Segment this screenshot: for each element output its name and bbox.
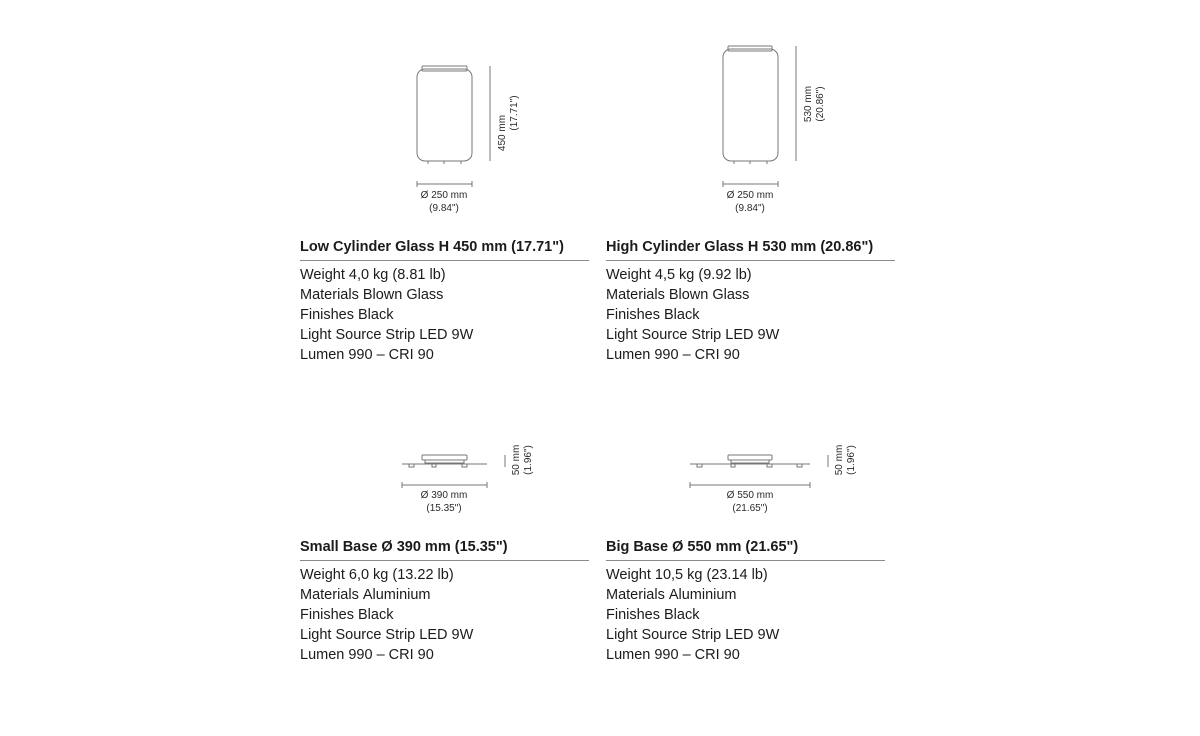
spec-label: Weight: [300, 567, 345, 583]
spec-list: [300, 561, 589, 665]
spec-list: [606, 561, 885, 665]
spec-value: 6,0 kg (13.22 lb): [348, 567, 454, 583]
spec-light-source: [606, 325, 895, 345]
spec-materials: [606, 285, 895, 305]
spec-lumen: [300, 345, 589, 365]
spec-value: Strip LED 9W: [385, 327, 474, 343]
small-base-diameter-mm: Ø 390 mm: [420, 490, 468, 501]
spec-light-source: [300, 625, 589, 645]
spec-weight: [300, 565, 589, 585]
product-card-high-cylinder: [606, 238, 895, 365]
low-cylinder-diameter-mm: Ø 250 mm: [420, 190, 468, 201]
spec-value: Black: [664, 607, 700, 623]
spec-light-source: [606, 625, 885, 645]
spec-light-source: [300, 325, 589, 345]
small-base-height-mm: 50 mm: [511, 444, 522, 476]
spec-label: Weight: [606, 267, 651, 283]
spec-value: Strip LED 9W: [691, 627, 780, 643]
small-base-diameter-in: (15.35"): [426, 503, 462, 514]
spec-materials: [606, 585, 885, 605]
spec-lumen: [606, 345, 895, 365]
spec-value: Black: [358, 607, 394, 623]
spec-label: Light Source: [606, 627, 688, 643]
product-card-small-base: [300, 538, 589, 665]
spec-finishes: [606, 605, 885, 625]
spec-value: 990 – CRI 90: [654, 647, 740, 663]
spec-label: Light Source: [606, 327, 688, 343]
spec-label: Materials: [606, 587, 665, 603]
spec-label: Lumen: [300, 347, 345, 363]
spec-label: Finishes: [606, 607, 660, 623]
spec-lumen: [606, 645, 885, 665]
big-base-body: [731, 460, 769, 463]
high-cylinder-height-mm: 530 mm: [803, 85, 814, 123]
product-card-low-cylinder: [300, 238, 589, 365]
spec-materials: [300, 585, 589, 605]
spec-list: [606, 261, 895, 365]
spec-value: 4,5 kg (9.92 lb): [654, 267, 752, 283]
high-cylinder-glass: [723, 49, 778, 161]
big-base-diameter-mm: Ø 550 mm: [726, 490, 774, 501]
spec-value: Aluminium: [362, 587, 431, 603]
product-title: Big Base Ø 550 mm (21.65"): [606, 538, 885, 561]
spec-value: 990 – CRI 90: [348, 647, 434, 663]
spec-weight: [606, 565, 885, 585]
spec-value: Strip LED 9W: [691, 327, 780, 343]
low-cylinder-height-in: (17.71"): [509, 95, 520, 131]
spec-lumen: [300, 645, 589, 665]
small-base-top: [422, 455, 467, 460]
spec-label: Materials: [300, 587, 359, 603]
product-title: Low Cylinder Glass H 450 mm (17.71"): [300, 238, 589, 261]
low-cylinder-diameter-in: (9.84"): [429, 203, 459, 214]
spec-finishes: [606, 305, 895, 325]
high-cylinder-drawing: [723, 46, 796, 187]
spec-label: Finishes: [300, 307, 354, 323]
low-cylinder-glass: [417, 69, 472, 161]
spec-label: Weight: [300, 267, 345, 283]
low-cylinder-height-mm: 450 mm: [497, 114, 508, 152]
spec-label: Lumen: [606, 647, 651, 663]
spec-label: Lumen: [606, 347, 651, 363]
small-base-body: [425, 460, 464, 463]
spec-value: 990 – CRI 90: [348, 347, 434, 363]
small-base-drawing: [402, 455, 505, 488]
spec-label: Light Source: [300, 627, 382, 643]
spec-finishes: [300, 305, 589, 325]
big-base-height-mm: 50 mm: [834, 444, 845, 476]
big-base-height-in: (1.96"): [846, 445, 857, 475]
small-base-height-in: (1.96"): [523, 445, 534, 475]
high-cylinder-height-in: (20.86"): [815, 86, 826, 122]
spec-label: Materials: [300, 287, 359, 303]
spec-label: Light Source: [300, 327, 382, 343]
spec-materials: [300, 285, 589, 305]
spec-label: Materials: [606, 287, 665, 303]
low-cylinder-drawing: [417, 66, 490, 187]
spec-value: 990 – CRI 90: [654, 347, 740, 363]
big-base-top: [728, 455, 772, 460]
spec-value: Blown Glass: [362, 287, 444, 303]
spec-weight: [300, 265, 589, 285]
spec-value: Aluminium: [668, 587, 737, 603]
spec-list: [300, 261, 589, 365]
product-title: Small Base Ø 390 mm (15.35"): [300, 538, 589, 561]
spec-label: Finishes: [606, 307, 660, 323]
spec-value: 4,0 kg (8.81 lb): [348, 267, 446, 283]
product-card-big-base: [606, 538, 885, 665]
spec-value: Black: [358, 307, 394, 323]
spec-label: Lumen: [300, 647, 345, 663]
spec-value: 10,5 kg (23.14 lb): [654, 567, 768, 583]
spec-weight: [606, 265, 895, 285]
spec-label: Weight: [606, 567, 651, 583]
big-base-diameter-in: (21.65"): [732, 503, 768, 514]
high-cylinder-diameter-in: (9.84"): [735, 203, 765, 214]
high-cylinder-diameter-mm: Ø 250 mm: [726, 190, 774, 201]
spec-label: Finishes: [300, 607, 354, 623]
spec-finishes: [300, 605, 589, 625]
big-base-drawing: [690, 455, 828, 488]
spec-value: Blown Glass: [668, 287, 750, 303]
product-title: High Cylinder Glass H 530 mm (20.86"): [606, 238, 895, 261]
spec-value: Strip LED 9W: [385, 627, 474, 643]
spec-value: Black: [664, 307, 700, 323]
